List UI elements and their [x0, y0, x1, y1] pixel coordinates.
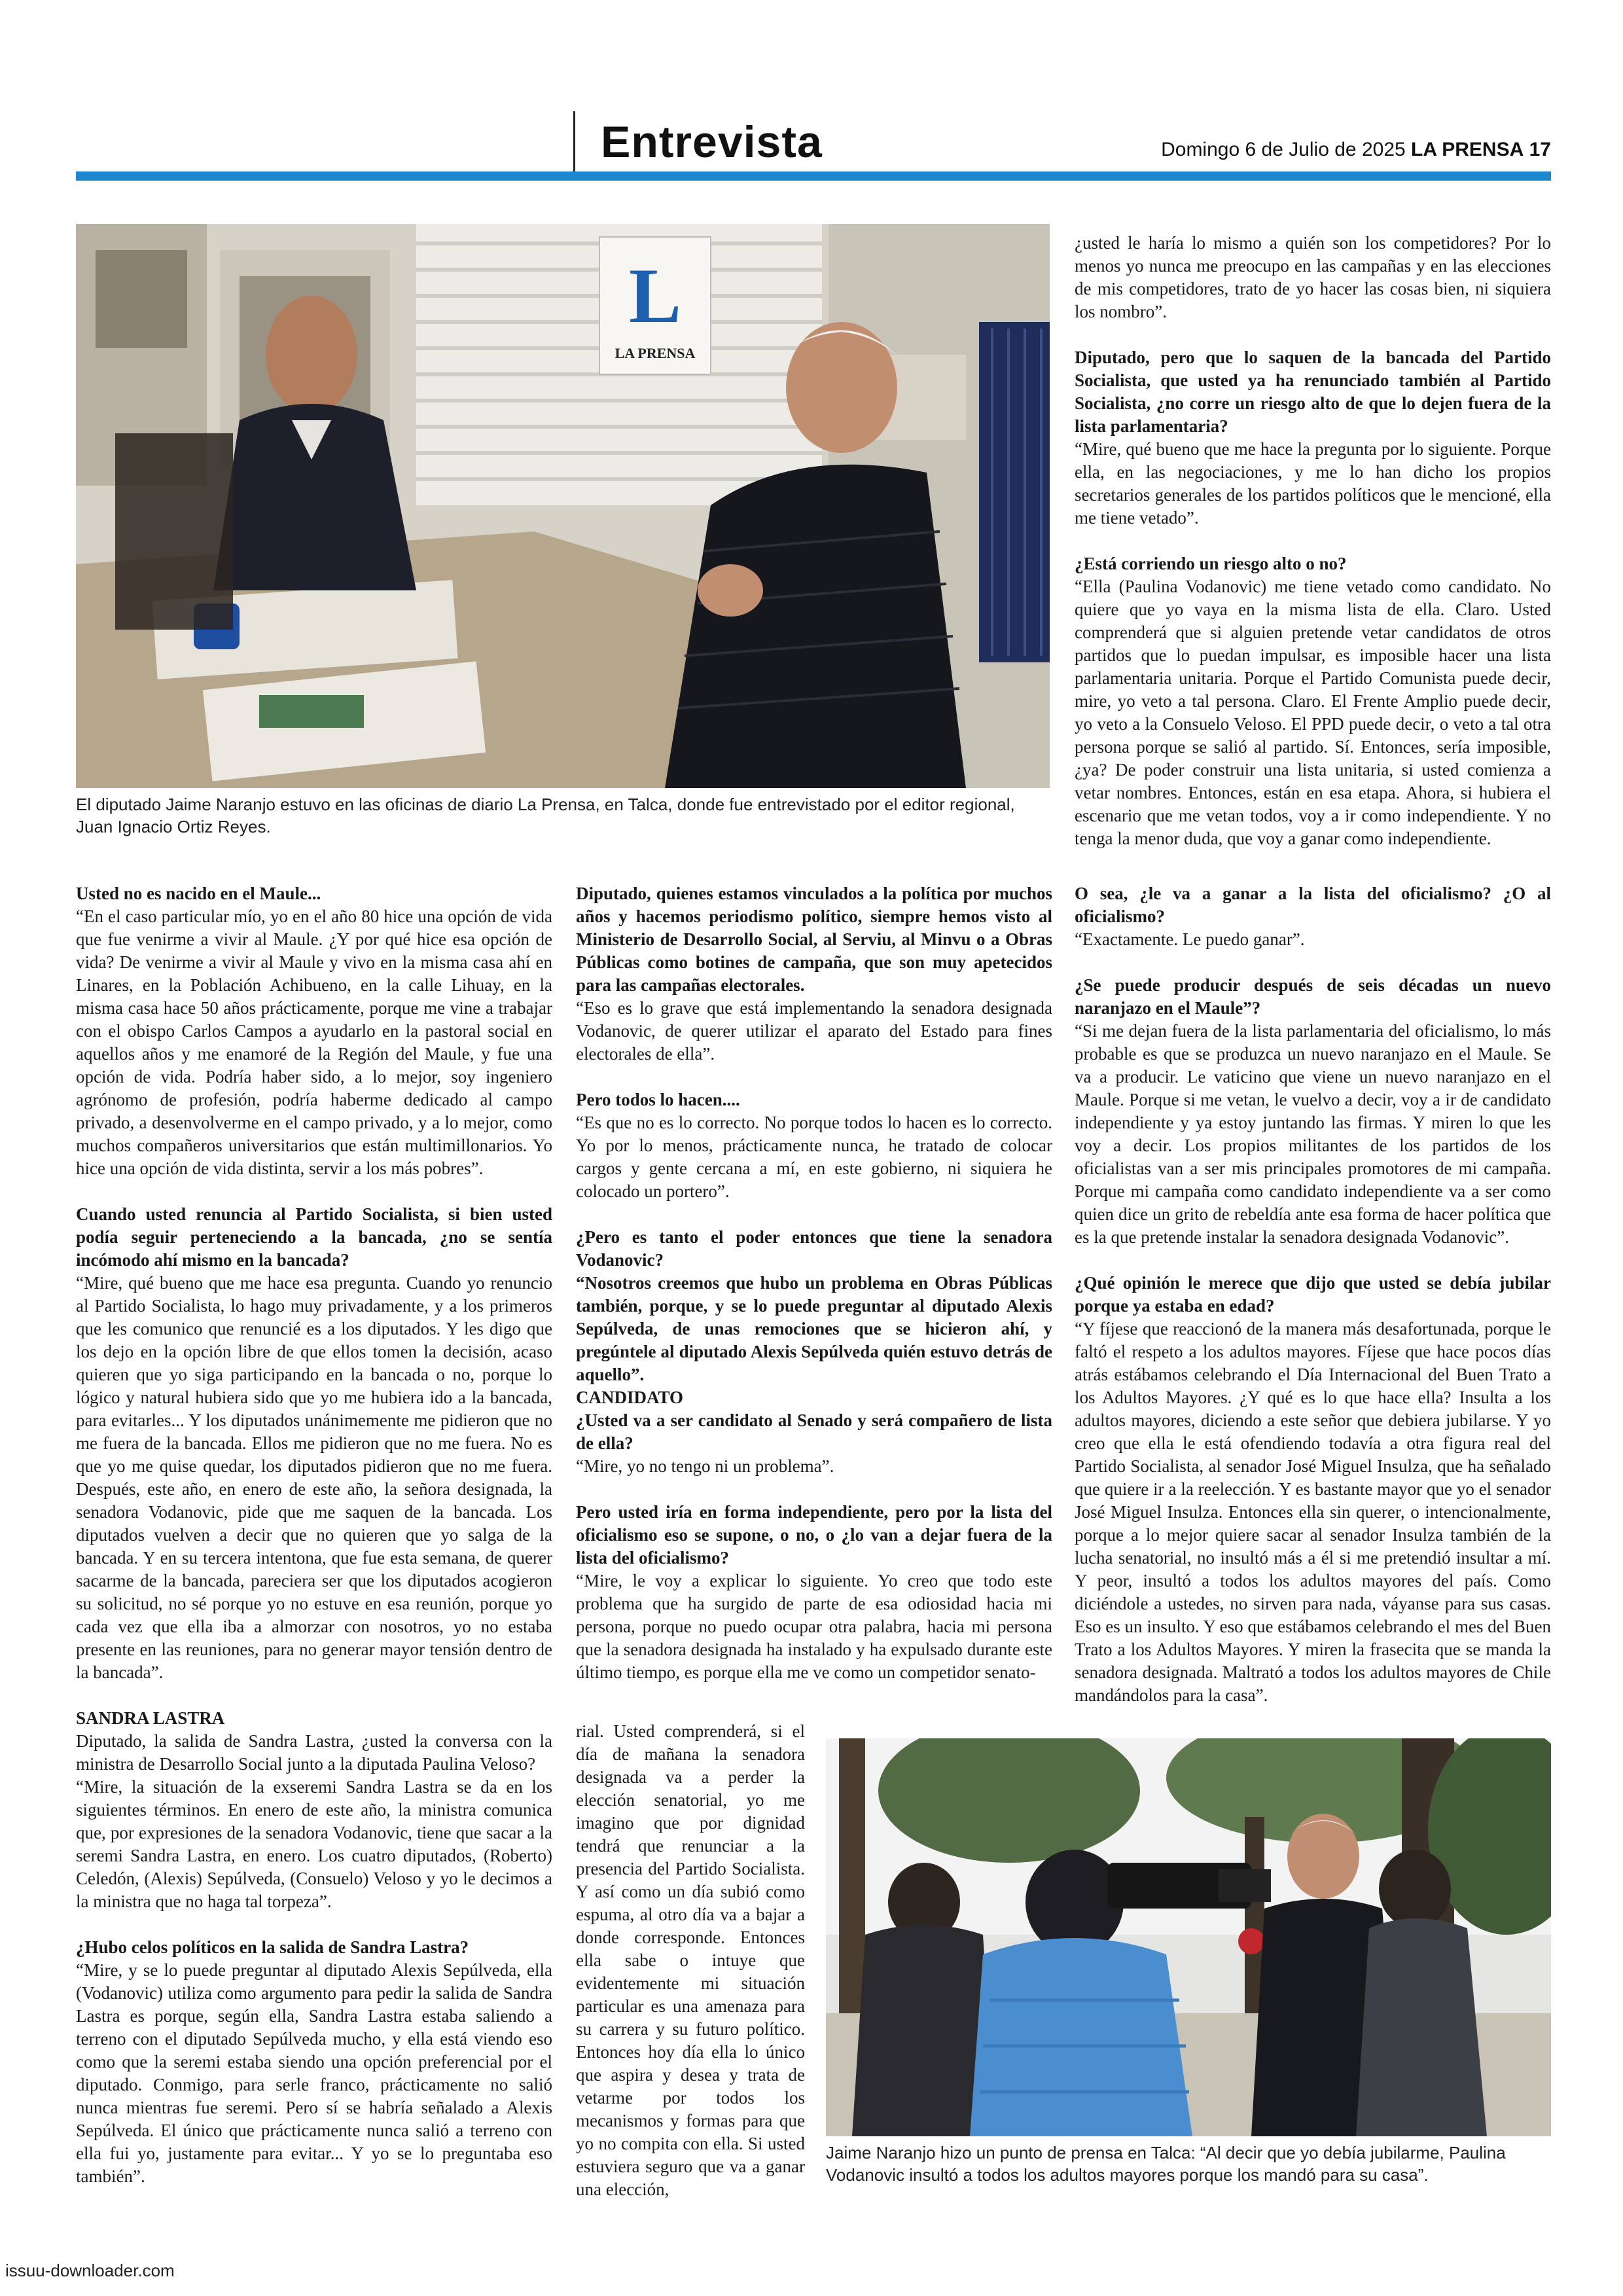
subheading: SANDRA LASTRA — [76, 1708, 225, 1728]
interview-question: ¿Qué opinión le merece que dijo que usted se debía jubilar porque ya estaba en edad? — [1075, 1273, 1551, 1316]
interview-answer: Diputado, la salida de Sandra Lastra, ¿usted la conversa con la ministra de Desarrollo Social junto a la diputada Paulina Veloso? — [76, 1731, 552, 1774]
header-accent-bar — [76, 171, 1551, 181]
paragraph-gap — [1075, 951, 1551, 974]
interview-answer: “Eso es lo grave que está implementando la senadora designada Vodanovic, de querer utilizar el aparato del Estado para fines electorales de ella”. — [576, 998, 1052, 1064]
section-title: Entrevista — [601, 117, 823, 167]
interview-question: Pero usted iría en forma independiente, pero por la lista del oficialismo eso se supone, o no, o ¿lo van a dejar fuera de la lista del oficialismo? — [576, 1502, 1052, 1568]
column-1 — [76, 882, 552, 2188]
interview-answer: “Es que no es lo correcto. No porque todos lo hacen es lo correcto. Yo por lo menos, prácticamente nunca, he tratado de colocar cargos y gente cercana a mí, en este gobierno, ni siquiera he colocado un portero”. — [576, 1113, 1052, 1201]
interview-answer: “Y fíjese que reaccionó de la manera más desafortunada, porque le faltó el respeto a los adultos mayores. Fíjese que hace pocos días atrás estábamos celebrando el Día Internacional del Buen Trato a los Adultos Mayores. ¿Y qué es lo que hace ella? Insulta a los adultos mayores, diciendo a este señor que debiera jubilarse. Y yo creo que ella le está ofendiendo todavía a otra figura real del Partido Socialista, al senador José Miguel Insulza, que ha señalado que quiere ir a la reelección. Y es bastante mayor que yo el senador José Miguel Insulza. Entonces ella sin querer, o intencionalmente, porque a lo mejor quiere sacar al senador Insulza también de la lucha senatorial, no insultó más a él si me pretendió insultar a mí. Y peor, insultó a todos los adultos mayores del país. Como diciéndole a ustedes, no sirven para nada, váyanse para sus casas. Eso es un insulto. Y eso que estábamos celebrando el mes del Buen Trato a los Adultos Mayores. Y miren la frasecita que se manda la senadora designada. Maltrató a todos los adultos mayores de Chile mandándolos para la casa”. — [1075, 1319, 1551, 1705]
interview-question: Pero todos lo hacen.... — [576, 1090, 740, 1109]
paragraph-gap — [1075, 529, 1551, 552]
interview-question: Usted no es nacido en el Maule... — [76, 884, 321, 903]
interview-question: O sea, ¿le va a ganar a la lista del oficialismo? ¿O al oficialismo? — [1075, 884, 1551, 926]
paragraph-gap — [76, 1180, 552, 1203]
paragraph-gap — [1075, 323, 1551, 346]
interview-question: ¿Está corriendo un riesgo alto o no? — [1075, 554, 1347, 573]
press-photo-caption: Jaime Naranjo hizo un punto de prensa en Talca: “Al decir que yo debía jubilarme, Paulina Vodanovic insultó a todos los adultos mayores porque los mandó para su casa”. — [826, 2143, 1506, 2185]
interview-question: “Nosotros creemos que hubo un problema en Obras Públicas también, porque, y se lo puede preguntar al diputado Alexis Sepúlveda, de unas remociones que se hicieron ahí, y pregúntele al diputado Alexis Sepúlveda quién estuvo detrás de aquello”. — [576, 1273, 1052, 1384]
paragraph-gap — [1075, 1249, 1551, 1272]
interview-question: ¿Pero es tanto el poder entonces que tiene la senadora Vodanovic? — [576, 1227, 1052, 1270]
paragraph-gap — [76, 1684, 552, 1707]
office-photo-illustration — [76, 224, 1050, 788]
office-interview-photo — [76, 224, 1050, 788]
interview-answer: “Ella (Paulina Vodanovic) me tiene vetado como candidato. No quiere que yo vaya en la misma lista de ella. Claro. Usted comprenderá que si alguien pretende vetar candidatos de otros partidos que lo puedan impulsar, es imposible hacer una lista parlamentaria unitaria. Porque el Partido Comunista puede decir, mire, yo veto a tal persona. Claro. El Frente Amplio puede decir, yo veto a la Consuelo Veloso. El PPD puede decir, o veto a tal otra persona porque se salió al partido. Sí. Entonces, sería imposible, ¿ya? De poder construir una lista unitaria, si usted comienza a vetar nombres. Entonces, están en esa etapa. Ahora, si hubiera el escenario que me vetan todos, voy a ir como independiente. Y no tenga la menor duda, que voy a ganar como independiente. — [1075, 577, 1551, 848]
paragraph-gap — [76, 1913, 552, 1936]
paper-name: LA PRENSA — [1411, 139, 1524, 160]
interview-question: ¿Hubo celos políticos en la salida de Sandra Lastra? — [76, 1937, 469, 1957]
interview-answer: “Si me dejan fuera de la lista parlamentaria del oficialismo, lo más probable es que se produzca un nuevo naranjazo en el Maule. Se va a producir. Le vaticino que viene un nuevo naranjazo en el Maule. Porque si me vetan, le vuelvo a decir, voy a ir de candidato independiente y ya estoy juntando las firmas. Y miren lo que les voy a decir. Los propios militantes de los partidos de los oficialistas van a ser mis principales promotores de mi campaña. Porque mi campaña como candidato independiente va a ser como quien dice un grito de rebeldía ante esa forma de hacer política que es la que pretende instalar la senadora designada Vodanovic”. — [1075, 1021, 1551, 1247]
column-3-top — [1075, 232, 1551, 850]
interview-answer: “Mire, yo no tengo ni un problema”. — [576, 1456, 834, 1476]
interview-question: Diputado, pero que lo saquen de la bancada del Partido Socialista, que usted ya ha renunciado también al Partido Socialista, ¿no corre un riesgo alto de que lo dejen fuera de la lista parlamentaria? — [1075, 348, 1551, 436]
press-photo-illustration — [826, 1738, 1551, 2136]
interview-question: ¿Usted va a ser candidato al Senado y será compañero de lista de ella? — [576, 1410, 1052, 1453]
interview-question: Diputado, quienes estamos vinculados a la política por muchos años y hacemos periodismo político, siempre hemos visto al Ministerio de Desarrollo Social, al Serviu, al Minvu o a Obras Públicas como botines de campaña, que son muy apetecidos para las campañas electorales. — [576, 884, 1052, 995]
interview-answer: “Exactamente. Le puedo ganar”. — [1075, 929, 1305, 949]
header-divider — [573, 111, 575, 171]
paragraph-gap — [576, 1066, 1052, 1088]
paragraph: rial. Usted comprenderá, si el día de mañana la senadora designada va a perder la elección senatorial, yo me imagino que por dignidad tendrá que renunciar a la presencia del Partido Socialista. Y así como un día subió como espuma, al otro día va a bajar a donde corresponde. Entonces ella sabe o intuye que evidentemente mi situación particular es una amenaza para su carrera y su futuro político. Entonces hoy día ella lo único que aspira y desea y trata de vetarme por todos los mecanismos y formas para que yo no compita con ella. Si usted estuviera seguro que va a ganar una elección, — [576, 1721, 805, 2199]
column-2 — [576, 882, 1052, 1684]
interview-answer: “Mire, qué bueno que me hace la pregunta por lo siguiente. Porque ella, en las negociaciones, y me lo han dicho los propios secretarios generales de los partidos políticos que le mencioné, ella me tiene vetado”. — [1075, 439, 1551, 528]
interview-answer: “En el caso particular mío, yo en el año 80 hice una opción de vida que fue venirme a vivir al Maule. ¿Y por qué hice esa opción de vida? De venirme a vivir al Maule y vivo en la misma casa ahí en Linares, en la Población Achibueno, en la calle Lihuay, en la misma casa hace 50 años prácticamente, porque me vine a trabajar con el obispo Carlos Campos a ayudarlo en la pastoral social en aquellos años y me enamoré de la Región del Maule, y fue una opción de vida. Podría haber sido, a lo mejor, soy ingeniero agrónomo de profesión, podría haberme dedicado al campo privado, a desenvolverme en el campo privado, y a lo mejor, como muchos compañeros universitarios que están multimillonarios. Yo hice una opción de vida distinta, servir a los más pobres”. — [76, 906, 552, 1178]
interview-answer: “Mire, y se lo puede preguntar al diputado Alexis Sepúlveda, ella (Vodanovic) utiliza como argumento para pedir la salida de Sandra Lastra es porque, según ella, Sandra Lastra estaba saliendo a terreno con el diputado Sepúlveda mucho, y ella está viendo eso como que la seremi estaba siendo una opción preferencial por el diputado. Conmigo, para serle franco, prácticamente no salió nunca mientras fue seremi. Pero sí se habría señalado a Alexis Sepúlveda. El único que prácticamente nunca salió a terreno con ella fui yo, justamente para evitar... Y yo se lo preguntaba eso también”. — [76, 1960, 552, 2186]
interview-question: Cuando usted renuncia al Partido Socialista, si bien usted podía seguir perteneciendo a la bancada, ¿no se sentía incómodo ahí mismo en la bancada? — [76, 1204, 552, 1270]
office-photo-caption: El diputado Jaime Naranjo estuvo en las oficinas de diario La Prensa, en Talca, donde fue entrevistado por el editor regional, Juan Ignacio Ortiz Reyes. — [76, 795, 1015, 836]
issue-date: Domingo 6 de Julio de 2025 — [1161, 139, 1406, 160]
page-number: 17 — [1529, 139, 1551, 160]
press-conference-photo — [826, 1738, 1551, 2136]
interview-answer: “Mire, le voy a explicar lo siguiente. Yo creo que todo este problema que ha surgido de parte de esa odiosidad hacia mi persona, porque no puedo ocupar otra palabra, hacia mi persona que la senadora designada ha instalado y ha expulsado durante este último tiempo, es porque ella me ve como un competidor senato- — [576, 1571, 1052, 1682]
source-watermark: issuu-downloader.com — [5, 2261, 175, 2280]
office-sign: LA PRENSA — [615, 345, 696, 361]
paragraph-gap — [576, 1478, 1052, 1501]
column-3 — [1075, 882, 1551, 1707]
subheading: CANDIDATO — [576, 1388, 684, 1407]
date-line — [1161, 139, 1551, 161]
svg-text:L: L — [628, 252, 682, 339]
interview-question: ¿Se puede producir después de seis décadas un nuevo naranjazo en el Maule”? — [1075, 975, 1551, 1018]
interview-answer: ¿usted le haría lo mismo a quién son los competidores? Por lo menos yo nunca me preocupo en las campañas y en las elecciones de mis competidores, trato de yo hacer las cosas bien, ni siquiera los nombro”. — [1075, 233, 1551, 321]
column-2-continuation — [576, 1720, 805, 2201]
interview-answer: “Mire, qué bueno que me hace esa pregunta. Cuando yo renuncio al Partido Socialista, lo hago muy privadamente, y a los primeros que les comunico que renuncié es a los diputados. Y les digo que los dejo en la opción libre de que ellos tomen la decisión, acaso quieren que yo siga participando en la bancada o no, porque lo lógico y natural hubiera sido que yo me hubiera ido a la bancada, para evitarles... Y los diputados unánimemente me pidieron que no me fuera de la bancada. Ellos me pidieron que no me fuera. No es que yo me quise quedar, los diputados pidieron que no me fuera. Después, este año, en enero de este año, la señora designada, la senadora Vodanovic, pide que me saquen de la bancada. Los diputados vuelven a decir que no quieren que yo salga de la bancada. Y en su tercera intentona, que fue esta semana, de querer sacarme de la bancada, pareciera ser que los diputados acogieron su solicitud, no sé porque yo no estuve en esa reunión, porque yo cada vez que ella iba a almorzar con nosotros, yo no estaba presente en las reuniones, para no generar mayor tensión dentro de la bancada”. — [76, 1273, 552, 1682]
paragraph-gap — [576, 1203, 1052, 1226]
interview-answer: “Mire, la situación de la exseremi Sandra Lastra se da en los siguientes términos. En enero de este año, la ministra comunica que, por expresiones de la senadora Vodanovic, tiene que sacar a la seremi Sandra Lastra, en enero. Los cuatro diputados, (Roberto) Celedón, (Alexis) Sepúlveda, (Consuelo) Veloso y yo le decimos a la ministra que no haga tal torpeza”. — [76, 1777, 552, 1911]
